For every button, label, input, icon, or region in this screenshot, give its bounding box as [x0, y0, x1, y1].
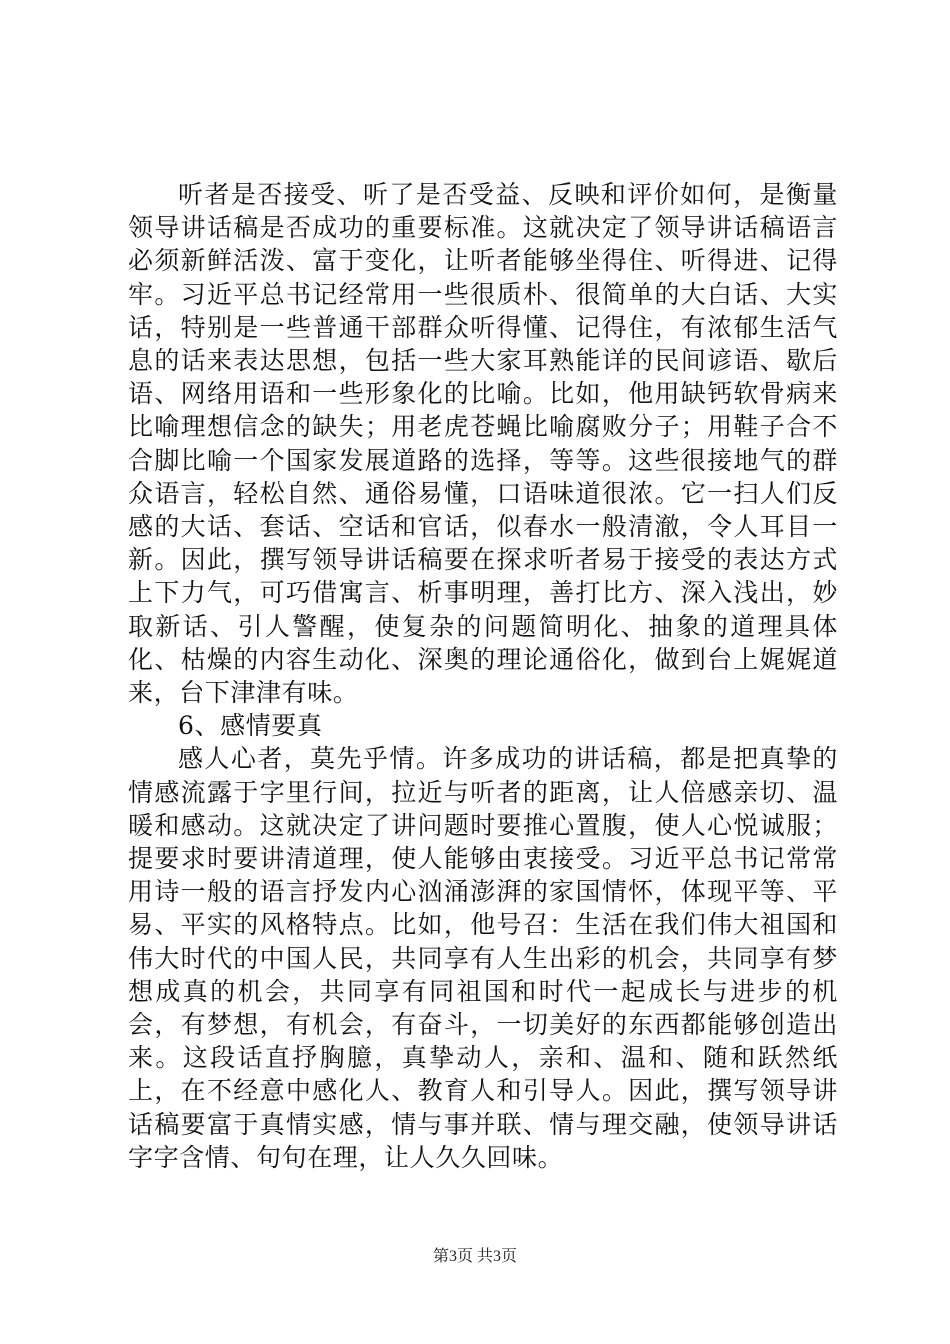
page-number-footer: 第3页 共3页 — [432, 1248, 517, 1265]
section-heading-emotion: 6、感情要真 — [178, 711, 323, 741]
document-body — [128, 178, 838, 1174]
body-paragraph-emotion: 感人心者，莫先乎情。许多成功的讲话稿，都是把真挚的情感流露于字里行间，拉近与听者的距离，让人倍感亲切、温暖和感动。这就决定了讲问题时要推心置腹，使人心悦诚服；提要求时要讲清道理，使人能够由衷接受。习近平总书记常常用诗一般的语言抒发内心汹涌澎湃的家国情怀，体现平等、平易、平实的风格特点。比如，他号召：生活在我们伟大祖国和伟大时代的中国人民，共同享有人生出彩的机会，共同享有梦想成真的机会，共同享有同祖国和时代一起成长与进步的机会，有梦想，有机会，有奋斗，一切美好的东西都能够创造出来。这段话直抒胸臆，真挚动人，亲和、温和、随和跃然纸上，在不经意中感化人、教育人和引导人。因此，撰写领导讲话稿要富于真情实感，情与事并联、情与理交融，使领导讲话字字含情、句句在理，让人久久回味。 — [128, 744, 838, 1172]
body-paragraph-language: 听者是否接受、听了是否受益、反映和评价如何，是衡量领导讲话稿是否成功的重要标准。这就决定了领导讲话稿语言必须新鲜活泼、富于变化，让听者能够坐得住、听得进、记得牢。习近平总书记经常用一些很质朴、很简单的大白话、大实话，特别是一些普通干部群众听得懂、记得住，有浓郁生活气息的话来表达思想，包括一些大家耳熟能详的民间谚语、歇后语、网络用语和一些形象化的比喻。比如，他用缺钙软骨病来比喻理想信念的缺失；用老虎苍蝇比喻腐败分子；用鞋子合不合脚比喻一个国家发展道路的选择，等等。这些很接地气的群众语言，轻松自然、通俗易懂，口语味道很浓。它一扫人们反感的大话、套话、空话和官话，似春水一般清澈，令人耳目一新。因此，撰写领导讲话稿要在探求听者易于接受的表达方式上下力气，可巧借寓言、析事明理，善打比方、深入浅出，妙取新话、引人警醒，使复杂的问题简明化、抽象的道理具体化、枯燥的内容生动化、深奥的理论通俗化，做到台上娓娓道来，台下津津有味。 — [128, 180, 838, 708]
